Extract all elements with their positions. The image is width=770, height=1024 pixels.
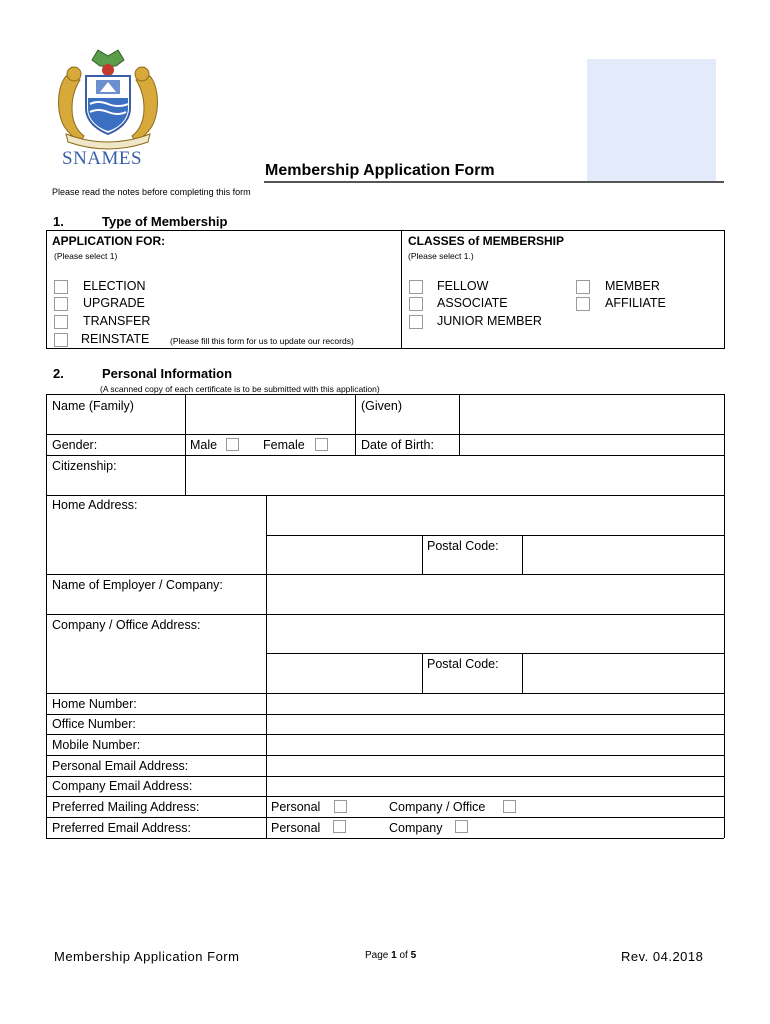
employer-field[interactable] — [267, 575, 723, 613]
junior-member-checkbox[interactable] — [409, 315, 423, 329]
office-address-field[interactable] — [267, 615, 723, 652]
page-total: 5 — [410, 950, 417, 961]
crest-logo-icon — [52, 46, 164, 150]
employer-label: Name of Employer / Company: — [52, 578, 223, 592]
membership-box-divider — [401, 230, 402, 348]
page-of: of — [396, 950, 411, 961]
mailing-company-office-label: Company / Office — [389, 800, 486, 814]
mobile-number-label: Mobile Number: — [52, 738, 141, 752]
class-fellow: FELLOW — [437, 279, 489, 293]
female-label: Female — [263, 438, 305, 452]
given-label: (Given) — [361, 399, 402, 413]
title-underline — [264, 181, 724, 183]
notes-instruction: Please read the notes before completing this form — [52, 187, 251, 197]
table-line — [422, 653, 423, 693]
option-transfer: TRANSFER — [83, 314, 151, 328]
table-line — [724, 394, 725, 838]
home-number-label: Home Number: — [52, 697, 137, 711]
male-checkbox[interactable] — [226, 438, 239, 451]
affiliate-checkbox[interactable] — [576, 297, 590, 311]
mailing-personal-label: Personal — [271, 800, 321, 814]
office-address-label: Company / Office Address: — [52, 618, 201, 632]
family-name-field[interactable] — [186, 395, 354, 433]
home-address-label: Home Address: — [52, 498, 138, 512]
section1-number: 1. — [53, 214, 64, 229]
gender-label: Gender: — [52, 438, 98, 452]
section2-hint: (A scanned copy of each certificate is to be submitted with this application) — [100, 384, 380, 394]
email-personal-checkbox[interactable] — [333, 820, 346, 833]
office-postal-code-label: Postal Code: — [427, 657, 499, 671]
home-number-field[interactable] — [267, 694, 723, 713]
logo-wordmark: SNAMES — [62, 148, 143, 169]
table-line — [355, 394, 356, 455]
preferred-email-label: Preferred Email Address: — [52, 821, 191, 835]
personal-email-label: Personal Email Address: — [52, 759, 189, 773]
given-name-field[interactable] — [460, 395, 723, 433]
reinstate-checkbox[interactable] — [54, 333, 68, 347]
footer-form-name: Membership Application Form — [54, 949, 240, 964]
option-election: ELECTION — [83, 279, 146, 293]
fellow-checkbox[interactable] — [409, 280, 423, 294]
table-line — [46, 817, 724, 818]
table-line — [46, 394, 47, 838]
email-personal-label: Personal — [271, 821, 321, 835]
section2-title: Personal Information — [102, 366, 233, 381]
office-postal-code-field[interactable] — [523, 654, 723, 692]
dob-label: Date of Birth: — [361, 438, 434, 452]
mailing-company-office-checkbox[interactable] — [503, 800, 516, 813]
name-family-label: Name (Family) — [52, 399, 134, 413]
option-upgrade: UPGRADE — [83, 296, 145, 310]
transfer-checkbox[interactable] — [54, 315, 68, 329]
email-company-checkbox[interactable] — [455, 820, 468, 833]
class-affiliate: AFFILIATE — [605, 296, 666, 310]
option-reinstate: REINSTATE — [81, 332, 150, 346]
company-email-label: Company Email Address: — [52, 779, 193, 793]
election-checkbox[interactable] — [54, 280, 68, 294]
preferred-mailing-label: Preferred Mailing Address: — [52, 800, 200, 814]
form-title: Membership Application Form — [265, 162, 495, 179]
section1-title: Type of Membership — [102, 214, 228, 229]
photo-placeholder[interactable] — [587, 59, 716, 182]
table-line — [46, 796, 724, 797]
section2-number: 2. — [53, 366, 64, 381]
application-for-label: APPLICATION FOR: — [52, 234, 166, 248]
male-label: Male — [190, 438, 218, 452]
page-current: 1 — [391, 950, 397, 961]
office-number-field[interactable] — [267, 715, 723, 733]
classes-hint: (Please select 1.) — [408, 251, 474, 261]
mailing-personal-checkbox[interactable] — [334, 800, 347, 813]
company-email-field[interactable] — [267, 777, 723, 795]
page-prefix: Page — [365, 950, 392, 961]
citizenship-label: Citizenship: — [52, 459, 117, 473]
footer-page-number — [365, 950, 416, 961]
female-checkbox[interactable] — [315, 438, 328, 451]
home-address-field[interactable] — [267, 496, 723, 534]
mobile-number-field[interactable] — [267, 735, 723, 754]
reinstate-note: (Please fill this form for us to update our records) — [170, 336, 354, 346]
home-postal-code-field[interactable] — [523, 536, 723, 573]
personal-email-field[interactable] — [267, 756, 723, 775]
associate-checkbox[interactable] — [409, 297, 423, 311]
home-postal-code-label: Postal Code: — [427, 539, 499, 553]
table-line — [46, 838, 724, 839]
email-company-label: Company — [389, 821, 443, 835]
member-checkbox[interactable] — [576, 280, 590, 294]
class-associate: ASSOCIATE — [437, 296, 508, 310]
upgrade-checkbox[interactable] — [54, 297, 68, 311]
application-for-hint: (Please select 1) — [54, 251, 118, 261]
office-number-label: Office Number: — [52, 717, 136, 731]
footer-revision: Rev. 04.2018 — [621, 949, 704, 964]
table-line — [422, 535, 423, 574]
class-junior-member: JUNIOR MEMBER — [437, 314, 542, 328]
citizenship-field[interactable] — [186, 456, 723, 494]
classes-label: CLASSES of MEMBERSHIP — [408, 234, 565, 248]
class-member: MEMBER — [605, 279, 660, 293]
date-of-birth-field[interactable] — [460, 435, 723, 454]
